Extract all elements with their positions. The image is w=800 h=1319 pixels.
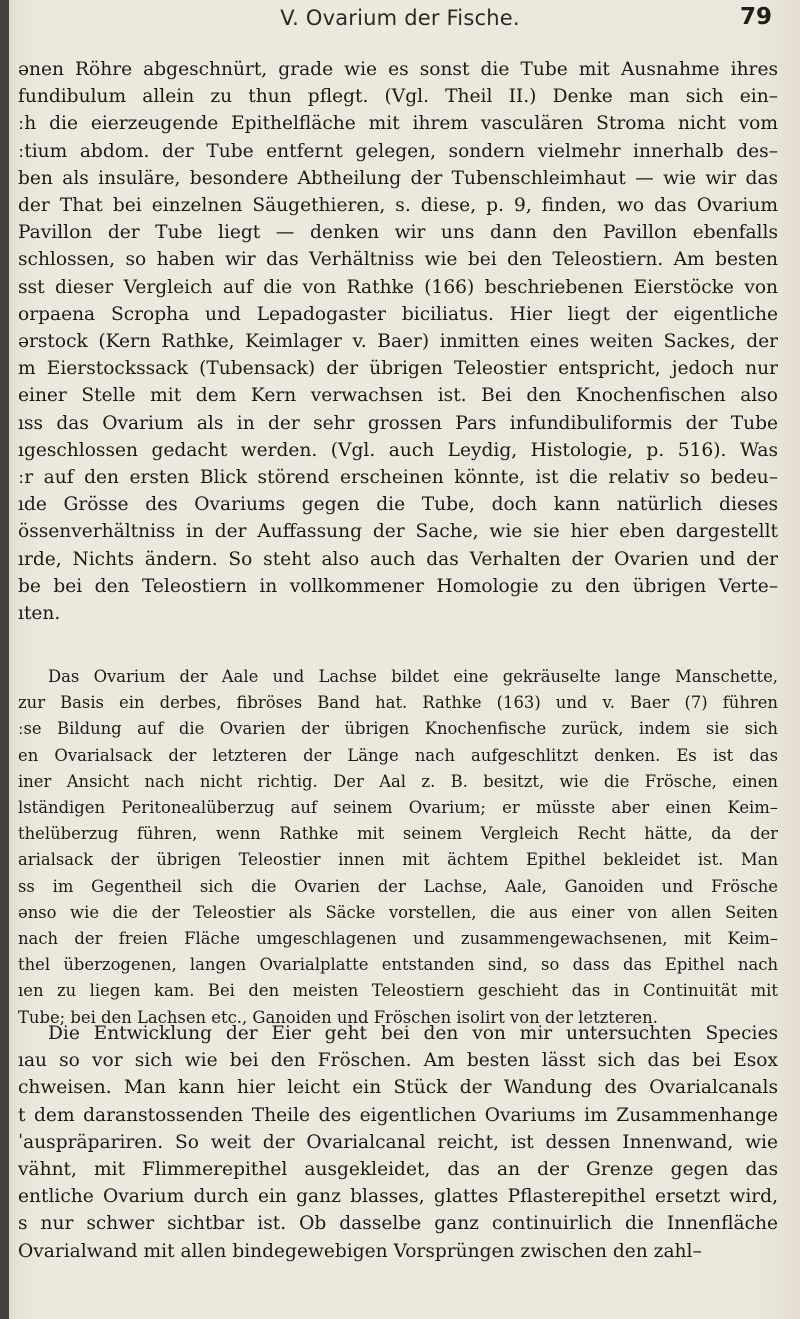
text-line: Das Ovarium der Aale und Lachse bildet eine gekräuselte lange Manschette, [48, 667, 778, 686]
text-line: ıss das Ovarium als in der sehr grossen Pars infundibuliformis der Tube [18, 412, 778, 434]
page-number: 79 [739, 4, 772, 30]
text-line: orpaena Scropha und Lepadogaster biciliatus. Hier liegt der eigentliche [18, 303, 778, 325]
text-line: ːse Bildung auf die Ovarien der übrigen Knochenfische zurück, indem sie sich [18, 719, 778, 739]
text-line: Die Entwicklung der Eier geht bei den von mir untersuchten Species [48, 1023, 778, 1044]
text-line: ːr auf den ersten Blick störend erscheinen könnte, ist die relativ so bedeu– [18, 467, 778, 489]
text-line: der That bei einzelnen Säugethieren, s. diese, p. 9, finden, wo das Ovarium [18, 195, 778, 217]
book-gutter-shadow [0, 0, 9, 1319]
text-line: ıen zu liegen kam. Bei den meisten Teleostiern geschieht das in Continuität mit [18, 981, 778, 1001]
text-line: ben als insuläre, besondere Abtheilung der Tubenschleimhaut — wie wir das [18, 167, 778, 189]
text-line: t dem daranstossenden Theile des eigentlichen Ovariums im Zusammenhange [18, 1104, 778, 1126]
paragraph-main [18, 56, 778, 627]
text-line: be bei den Teleostiern in vollkommener Homologie zu den übrigen Verte– [18, 575, 778, 597]
text-line: Pavillon der Tube liegt — denken wir uns dann den Pavillon ebenfalls [18, 222, 778, 244]
text-line: einer Stelle mit dem Kern verwachsen ist. Bei den Knochenfischen also [18, 385, 778, 407]
text-line: ıau so vor sich wie bei den Fröschen. Am besten lässt sich das bei Esox [18, 1050, 778, 1072]
text-line: zur Basis ein derbes, fibröses Band hat. Rathke (163) und v. Baer (7) führen [18, 693, 778, 713]
text-line: ːh die eierzeugende Epithelfläche mit ihrem vasculären Stroma nicht vom [18, 113, 778, 135]
text-line: nach der freien Fläche umgeschlagenen und zusammengewachsenen, mit Keim– [18, 929, 778, 949]
text-line: ənso wie die der Teleostier als Säcke vorstellen, die aus einer von allen Seiten [18, 902, 778, 922]
text-line: ss im Gegentheil sich die Ovarien der Lachse, Aale, Ganoiden und Frösche [18, 876, 778, 896]
text-line: ırde, Nichts ändern. So steht also auch das Verhalten der Ovarien und der [18, 548, 778, 570]
text-line: Tube; bei den Lachsen etc., Ganoiden und Fröschen isolirt von der letzteren. [18, 1007, 658, 1027]
text-line: entliche Ovarium durch ein ganz blasses, glattes Pflasterepithel ersetzt wird, [18, 1186, 778, 1208]
text-line: schlossen, so haben wir das Verhältniss wie bei den Teleostiern. Am besten [18, 249, 778, 271]
text-line: össenverhältniss in der Auffassung der Sache, wie sie hier eben dargestellt [18, 521, 778, 543]
text-line: chweisen. Man kann hier leicht ein Stück der Wandung des Ovarialcanals [18, 1077, 778, 1099]
text-line: fundibulum allein zu thun pflegt. (Vgl. Theil II.) Denke man sich ein– [18, 86, 778, 108]
text-line: s nur schwer sichtbar ist. Ob dasselbe ganz continuirlich die Innenfläche [18, 1213, 778, 1235]
paragraph-small-print [18, 664, 778, 1031]
text-line: ıten. [18, 603, 61, 625]
paragraph-development [18, 1020, 778, 1265]
text-line: ıgeschlossen gedacht werden. (Vgl. auch Leydig, Histologie, p. 516). Was [18, 439, 778, 461]
text-line: thelüberzug führen, wenn Rathke mit seinem Vergleich Recht hätte, da der [18, 824, 778, 844]
text-line: m Eierstockssack (Tubensack) der übrigen Teleostier entspricht, jedoch nur [18, 358, 778, 380]
text-line: ənen Röhre abgeschnürt, grade wie es sonst die Tube mit Ausnahme ihres [18, 59, 778, 80]
text-line: Ovarialwand mit allen bindegewebigen Vorsprüngen zwischen den zahl– [18, 1240, 702, 1262]
page-header [0, 2, 800, 42]
text-line: sst dieser Vergleich auf die von Rathke (166) beschriebenen Eierstöcke von [18, 276, 778, 298]
text-line: ərstock (Kern Rathke, Keimlager v. Baer) inmitten eines weiten Sackes, der [18, 331, 778, 353]
text-line: vähnt, mit Flimmerepithel ausgekleidet, das an der Grenze gegen das [18, 1159, 778, 1181]
text-line: ːtium abdom. der Tube entfernt gelegen, sondern vielmehr innerhalb des– [18, 140, 778, 162]
text-line: arialsack der übrigen Teleostier innen mit ächtem Epithel bekleidet ist. Man [18, 850, 778, 870]
text-line: ˈauspräpariren. So weit der Ovarialcanal reicht, ist dessen Innenwand, wie [18, 1131, 778, 1153]
running-title: V. Ovarium der Fische. [280, 6, 520, 30]
text-line: thel überzogenen, langen Ovarialplatte entstanden sind, so dass das Epithel nach [18, 955, 778, 975]
text-line: en Ovarialsack der letzteren der Länge nach aufgeschlitzt denken. Es ist das [18, 745, 778, 765]
text-line: iner Ansicht nach nicht richtig. Der Aal z. B. besitzt, wie die Frösche, einen [18, 771, 778, 791]
text-line: lständigen Peritonealüberzug auf seinem Ovarium; er müsste aber einen Keim– [18, 798, 778, 818]
text-line: ıde Grösse des Ovariums gegen die Tube, doch kann natürlich dieses [18, 494, 778, 516]
